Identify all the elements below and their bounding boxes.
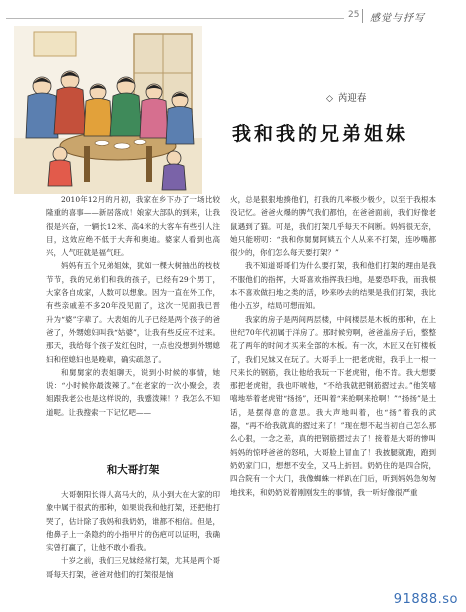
family-gathering-illustration bbox=[14, 26, 202, 194]
section-subheading: 和大哥打架 bbox=[106, 464, 160, 476]
section-title: 感觉与抒写 bbox=[370, 13, 425, 24]
paragraph: 火，总是狠狠地揍他们，打我的几率极少极少，以至于我根本没记忆。爸爸火爆的脾气我们都怕，在爸爸面前，我们好像老鼠遇到了猫。可是，我们打架几乎每天不间断。妈妈很无奈，她只能唠叨：“我和你舅舅阿姨五个人从来不打架，连吵嘴都很少的，你们怎么每天要打架？” bbox=[230, 195, 436, 258]
paragraph: 大哥朝阳长得人高马大的，从小到大在大家的印象中属于很武的那种，如果说我和他打架，还把他打哭了，估计除了我妈和我奶奶，谁都不相信。但是，他鼻子上一条隐约的小指甲片的伤疤可以证明，我确实曾打赢了，让他不敢小看我。 bbox=[46, 490, 220, 553]
paragraph: 十岁之前，我们三兄妹经常打架，尤其是两个哥哥每天打架，爸爸对他们的打架很是恼 bbox=[46, 556, 220, 579]
paragraph: 2010年12月的月初，我家在乡下办了一场比较隆重的喜事——新居落成！娘家大部队的到来，让我很是兴奋，一辆长12米、高4米的大客车有些引人注目，这效应绝不低于大奔和奥迪。婆家人看到也高兴，人气旺就是福气旺。 bbox=[46, 195, 220, 258]
left-column-continued bbox=[46, 488, 220, 581]
author-line bbox=[326, 90, 366, 104]
diamond-icon: ◇ bbox=[326, 94, 333, 104]
header-rule bbox=[6, 18, 344, 19]
site-watermark: 91888.so bbox=[393, 592, 458, 607]
paragraph: 妈妈有五个兄弟姐妹，犹如一棵大树抽出的枝枝节节，我的兄弟们和我的孩子，已经有29个男丁，大家各自成家，人数可以想象。因为一直在外工作，有些亲戚差不多20年没见面了，这次一见面我已晋升为“婆”字辈了。大表姐的儿子已经是两个孩子的爸爸了，外甥媳妇叫我“姑婆”，让我有些反应不过来。那天，我给每个孩子发红包时，一点也没想到外甥媳妇和侄媳妇也是晚辈，确实疏忽了。 bbox=[46, 261, 220, 364]
article-title: 我和我的兄弟姐妹 bbox=[232, 123, 409, 145]
paragraph: 和舅舅家的表姐聊天，说到小时候的事情，她说：“小时候你最泼辣了。”在老家的一次小聚会，表姐跟我老公也是这样说的，我蹙泼辣！？我怎么不知道呢。让我搜索一下记忆吧—— bbox=[46, 367, 220, 417]
page-number: 25 bbox=[348, 10, 360, 20]
paragraph: 我家的房子是两间两层楼，中间楼层是木板的那种，在上世纪70年代初属于洋房了。那时候穷啊，爸爸盖房子后，整整花了两年的时间才买来全部的木板。有一次，木匠又在钉楼板了，我们兄妹又在玩了。大哥手上一把老虎钳，我手上一根一尺来长的钢筋，我让他给我玩一下老虎钳，他不肯。我大想要那把老虎钳，我也吓唬他，“不给我就把钢筋摺过去。”他笑嘻嘻地举着老虎钳“扬扬”，还叫着“来抢啊来抢啊！”“扬扬”是土话，是摆得意的意思。我大声地叫着，也“扬”着我的武器，“再不给我就真的摺过来了！”现在想不起当初自己怎么那么心狠，一念之差，真的把钢筋摺过去了！接着是大哥的惨叫妈妈的惊呼爸爸的怒吼，大哥脸上冒血了！我披腿就跑，跑到奶奶家门口，想想不安全，又马上折回。奶奶住的是四合院，四合院有一个大门，我像蜘蛛一样趴在门后，听到妈妈急匆匆地找来，和奶奶说着刚刚发生的事情，我一听好像很严重 bbox=[230, 314, 436, 497]
paragraph: 我不知道哥哥们为什么要打架，我和他们打架的理由是我不服他们的指挥，大哥喜欢指挥我扫地，是要恐吓我，而我根本不喜欢做扫地之类的活，吵来吵去的结果是我们打架，我比他小五岁，结局可想而知。 bbox=[230, 261, 436, 311]
left-column-intro bbox=[46, 193, 220, 419]
author-name: 芮迎春 bbox=[337, 93, 367, 104]
right-column bbox=[230, 193, 436, 499]
illustration-svg bbox=[14, 26, 202, 194]
header-divider bbox=[362, 9, 363, 23]
